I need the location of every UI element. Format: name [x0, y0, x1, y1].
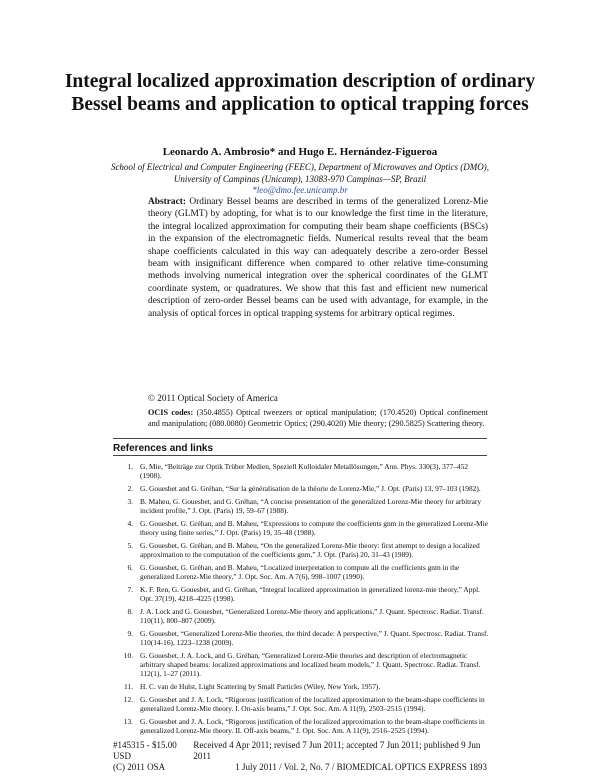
- reference-item: [113, 563, 491, 581]
- reference-item: [113, 541, 491, 559]
- reference-number: 4.: [127, 518, 133, 528]
- footer-journal: 1 July 2011 / Vol. 2, No. 7 / BIOMEDICAL OPTICS EXPRESS 1893: [235, 762, 487, 772]
- reference-item: [113, 717, 491, 735]
- reference-text: G. Mie, “Beiträge zur Optik Trüber Medien, Speziell Kolloidaler Metallösungen,” Ann. Phys. 330(3), 377–452 (1908).: [140, 462, 469, 481]
- footer-copyright: (C) 2011 OSA: [113, 762, 166, 772]
- ocis-label: OCIS codes:: [148, 408, 194, 417]
- reference-number: 6.: [127, 562, 133, 572]
- ocis-text: (350.4855) Optical tweezers or optical manipulation; (170.4520) Optical confinement and manipulation; (080.0080) Geometric Optics; (290.4020) Mie theory; (290.5825) Scattering theory.: [148, 408, 488, 428]
- footer-dates: Received 4 Apr 2011; revised 7 Jun 2011; accepted 7 Jun 2011; published 9 Jun 2011: [193, 740, 481, 761]
- reference-item: [113, 682, 491, 691]
- reference-text: B. Maheu, G. Gouesbet, and G. Gréhan, “A concise presentation of the generalized Lorenz-Mie theory for arbitrary incident profile,” J. Opt. (Paris) 19, 59–67 (1988).: [140, 496, 482, 515]
- paper-title: Integral localized approximation description of ordinary Bessel beams and application to optical trapping forces: [64, 71, 536, 115]
- reference-item: [113, 651, 491, 678]
- reference-number: 1.: [127, 462, 133, 471]
- affiliation: [60, 162, 540, 197]
- reference-number: 13.: [123, 716, 133, 726]
- reference-text: G. Gouesbet, “Generalized Lorenz-Mie theories, the third decade: A perspective,” J. Quant. Spectrosc. Radiat. Transf. 110(14-16), 1223–1238 (2009).: [140, 628, 489, 647]
- page-footer: [113, 740, 487, 773]
- reference-item: [113, 519, 491, 537]
- affiliation-line-2: University of Campinas (Unicamp), 13083-970 Campinas—SP, Brazil: [173, 173, 427, 184]
- author-email-link[interactable]: *leo@dmo.fee.unicamp.br: [252, 185, 348, 195]
- reference-text: G. Gouesbet and G. Gréhan, “Sur la généralisation de la théorie de Lorenz-Mie,” J. Opt. (Paris) 13, 97–103 (1982).: [140, 483, 481, 493]
- references-heading: References and links: [113, 443, 214, 454]
- reference-text: G. Gouesbet and J. A. Lock, “Rigorous justification of the localized approximation to the beam-shape coefficients in generalized Lorenz-Mie theory. II. Off-axis beams,” J. Opt. Soc. Am. A 11(9), 2516–2525 (1994).: [140, 716, 485, 735]
- reference-number: 12.: [123, 694, 133, 704]
- reference-item: [113, 497, 491, 515]
- heading-divider: [113, 455, 487, 456]
- reference-text: G. Gouesbet, G. Gréhan, and B. Maheu, “Expressions to compute the coefficients gnm in the generalized Lorenz-Mie theory using finite series,” J. Opt. (Paris) 19, 35–48 (1988).: [140, 518, 488, 537]
- abstract: [148, 196, 488, 320]
- ocis-codes: [148, 408, 488, 429]
- reference-item: [113, 484, 491, 493]
- reference-text: G. Gouesbet, J. A. Lock, and G. Gréhan, “Generalized Lorenz-Mie theories and description of electromagnetic arbitrary shaped beams: localized approximations and localized beam models,” J. Quant. Spectrosc. Radiat. Transf. 112(1), 1–27 (2011).: [140, 650, 481, 678]
- reference-number: 11.: [124, 681, 133, 691]
- reference-item: [113, 585, 491, 603]
- reference-number: 8.: [127, 606, 133, 616]
- abstract-label: Abstract:: [148, 197, 187, 207]
- reference-number: 9.: [127, 628, 133, 638]
- copyright-notice: © 2011 Optical Society of America: [148, 393, 278, 403]
- reference-item: [113, 695, 491, 713]
- abstract-text: Ordinary Bessel beams are described in terms of the generalized Lorenz-Mie theory (GLMT) by adopting, for what is to our knowledge the first time in the literature, the integral localized approximation for computing their beam shape coefficients (BSCs) in the expansion of the electromagnetic fields. Numerical results reveal that the beam shape coefficients calculated in this way can adequately describe a zero-order Bessel beam with insignificant difference when compared to other relative time-consuming methods involving numerical integration over the spherical coordinates of the GLMT coordinate system, or quadratures. We show that this fast and efficient new numerical description of zero-order Bessel beams can be used with advantage, for example, in the analysis of optical forces in optical trapping systems for arbitrary optical regimes.: [148, 197, 488, 319]
- reference-item: [113, 607, 491, 625]
- affiliation-line-1: School of Electrical and Computer Engineering (FEEC), Department of Microwaves and Optics (DMO),: [110, 162, 490, 172]
- reference-text: K. F. Ren, G. Gouesbet, and G. Gréhan, “Integral localized approximation in generalized lorenz-mie theory,” Appl. Opt. 37(19), 4218–4225 (1998).: [140, 584, 481, 603]
- reference-item: [113, 462, 491, 480]
- reference-text: G. Gouesbet and J. A. Lock, “Rigorous justification of the localized approximation to the beam-shape coefficients in generalized Lorenz-Mie theory. I. On-axis beams,” J. Opt. Soc. Am. A 11(9), 2503–2515 (1994).: [140, 694, 485, 713]
- reference-number: 2.: [127, 483, 133, 493]
- reference-text: H. C. van de Hulst, Light Scattering by Small Particles (Wiley, New York, 1957).: [140, 681, 381, 691]
- reference-number: 3.: [127, 496, 133, 506]
- footer-price: #145315 - $15.00 USD: [113, 740, 177, 761]
- references-list: [113, 462, 491, 739]
- reference-number: 5.: [127, 540, 133, 550]
- top-divider: [113, 438, 487, 439]
- reference-number: 7.: [127, 584, 133, 594]
- reference-text: G. Gouesbet, G. Gréhan, and B. Maheu, “On the generalized Lorenz-Mie theory: first attempt to design a localized approximation to the computation of the coefficients gnm,” J. Opt. (Paris) 20, 31–43 (1989).: [140, 540, 480, 559]
- reference-text: J. A. Lock and G. Gouesbet, “Generalized Lorenz-Mie theory and applications,” J. Quant. Spectrosc. Radiat. Transf. 110(11), 800–807 (2009).: [140, 606, 484, 625]
- reference-item: [113, 629, 491, 647]
- reference-number: 10.: [123, 650, 133, 660]
- author-list: Leonardo A. Ambrosio* and Hugo E. Hernández-Figueroa: [162, 146, 438, 158]
- reference-text: G. Gouesbet, G. Gréhan, and B. Maheu, “Localized interpretation to compute all the coefficients gnm in the generalized Lorenz-Mie theory,” J. Opt. Soc. Am. A 7(6), 998–1007 (1990).: [140, 562, 460, 581]
